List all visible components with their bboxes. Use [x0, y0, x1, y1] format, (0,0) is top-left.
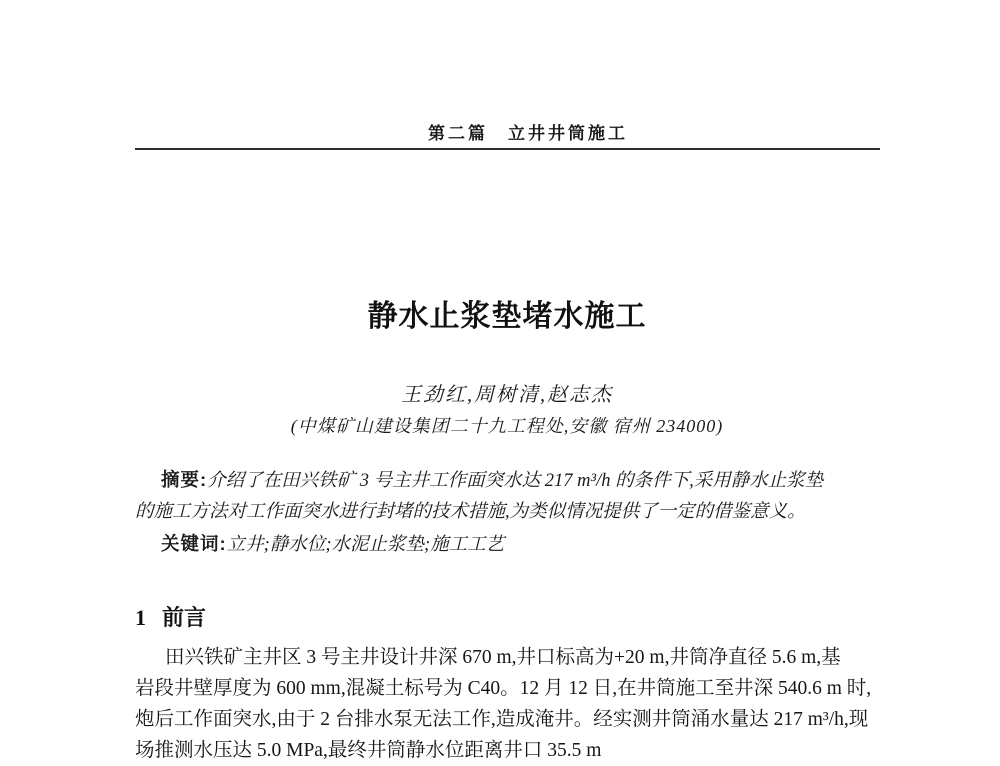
affiliation-line: (中煤矿山建设集团二十九工程处,安徽 宿州 234000): [290, 416, 724, 436]
section-number: 1: [135, 605, 146, 630]
intro-line-4: 场推测水压达 5.0 MPa,最终井筒静水位距离井口 35.5 m: [135, 740, 602, 761]
abstract-section: [135, 464, 895, 561]
authors-line: 王劲红,周树清,赵志杰: [401, 384, 613, 406]
header-rule: [135, 148, 880, 150]
intro-paragraph: [135, 642, 905, 766]
keywords-text: 立井;静水位;水泥止浆垫;施工工艺: [226, 535, 505, 555]
intro-line-2: 岩段井壁厚度为 600 mm,混凝土标号为 C40。12 月 12 日,在井筒施工至井深 540.6 m 时,: [135, 678, 872, 699]
intro-line-3: 炮后工作面突水,由于 2 台排水泵无法工作,造成淹井。经实测井筒涌水量达 217 m³/h,现: [135, 709, 869, 730]
article-title: 静水止浆垫堵水施工: [367, 300, 647, 333]
running-head: 第二篇 立井井筒施工: [428, 124, 628, 143]
keywords-label: 关键词:: [161, 533, 227, 554]
keywords-line: [135, 528, 895, 561]
abstract-label: 摘要:: [161, 469, 208, 490]
section-heading-1: [135, 601, 206, 632]
abstract-text-1: 介绍了在田兴铁矿 3 号主井工作面突水达 217 m³/h 的条件下,采用静水止浆垫: [207, 471, 824, 491]
abstract-line-1: [135, 464, 895, 497]
section-title: 前言: [162, 605, 207, 630]
intro-line-1: 田兴铁矿主井区 3 号主井设计井深 670 m,井口标高为+20 m,井筒净直径 5.6 m,基: [165, 647, 841, 668]
abstract-line-2: 的施工方法对工作面突水进行封堵的技术措施,为类似情况提供了一定的借鉴意义。: [135, 502, 806, 522]
